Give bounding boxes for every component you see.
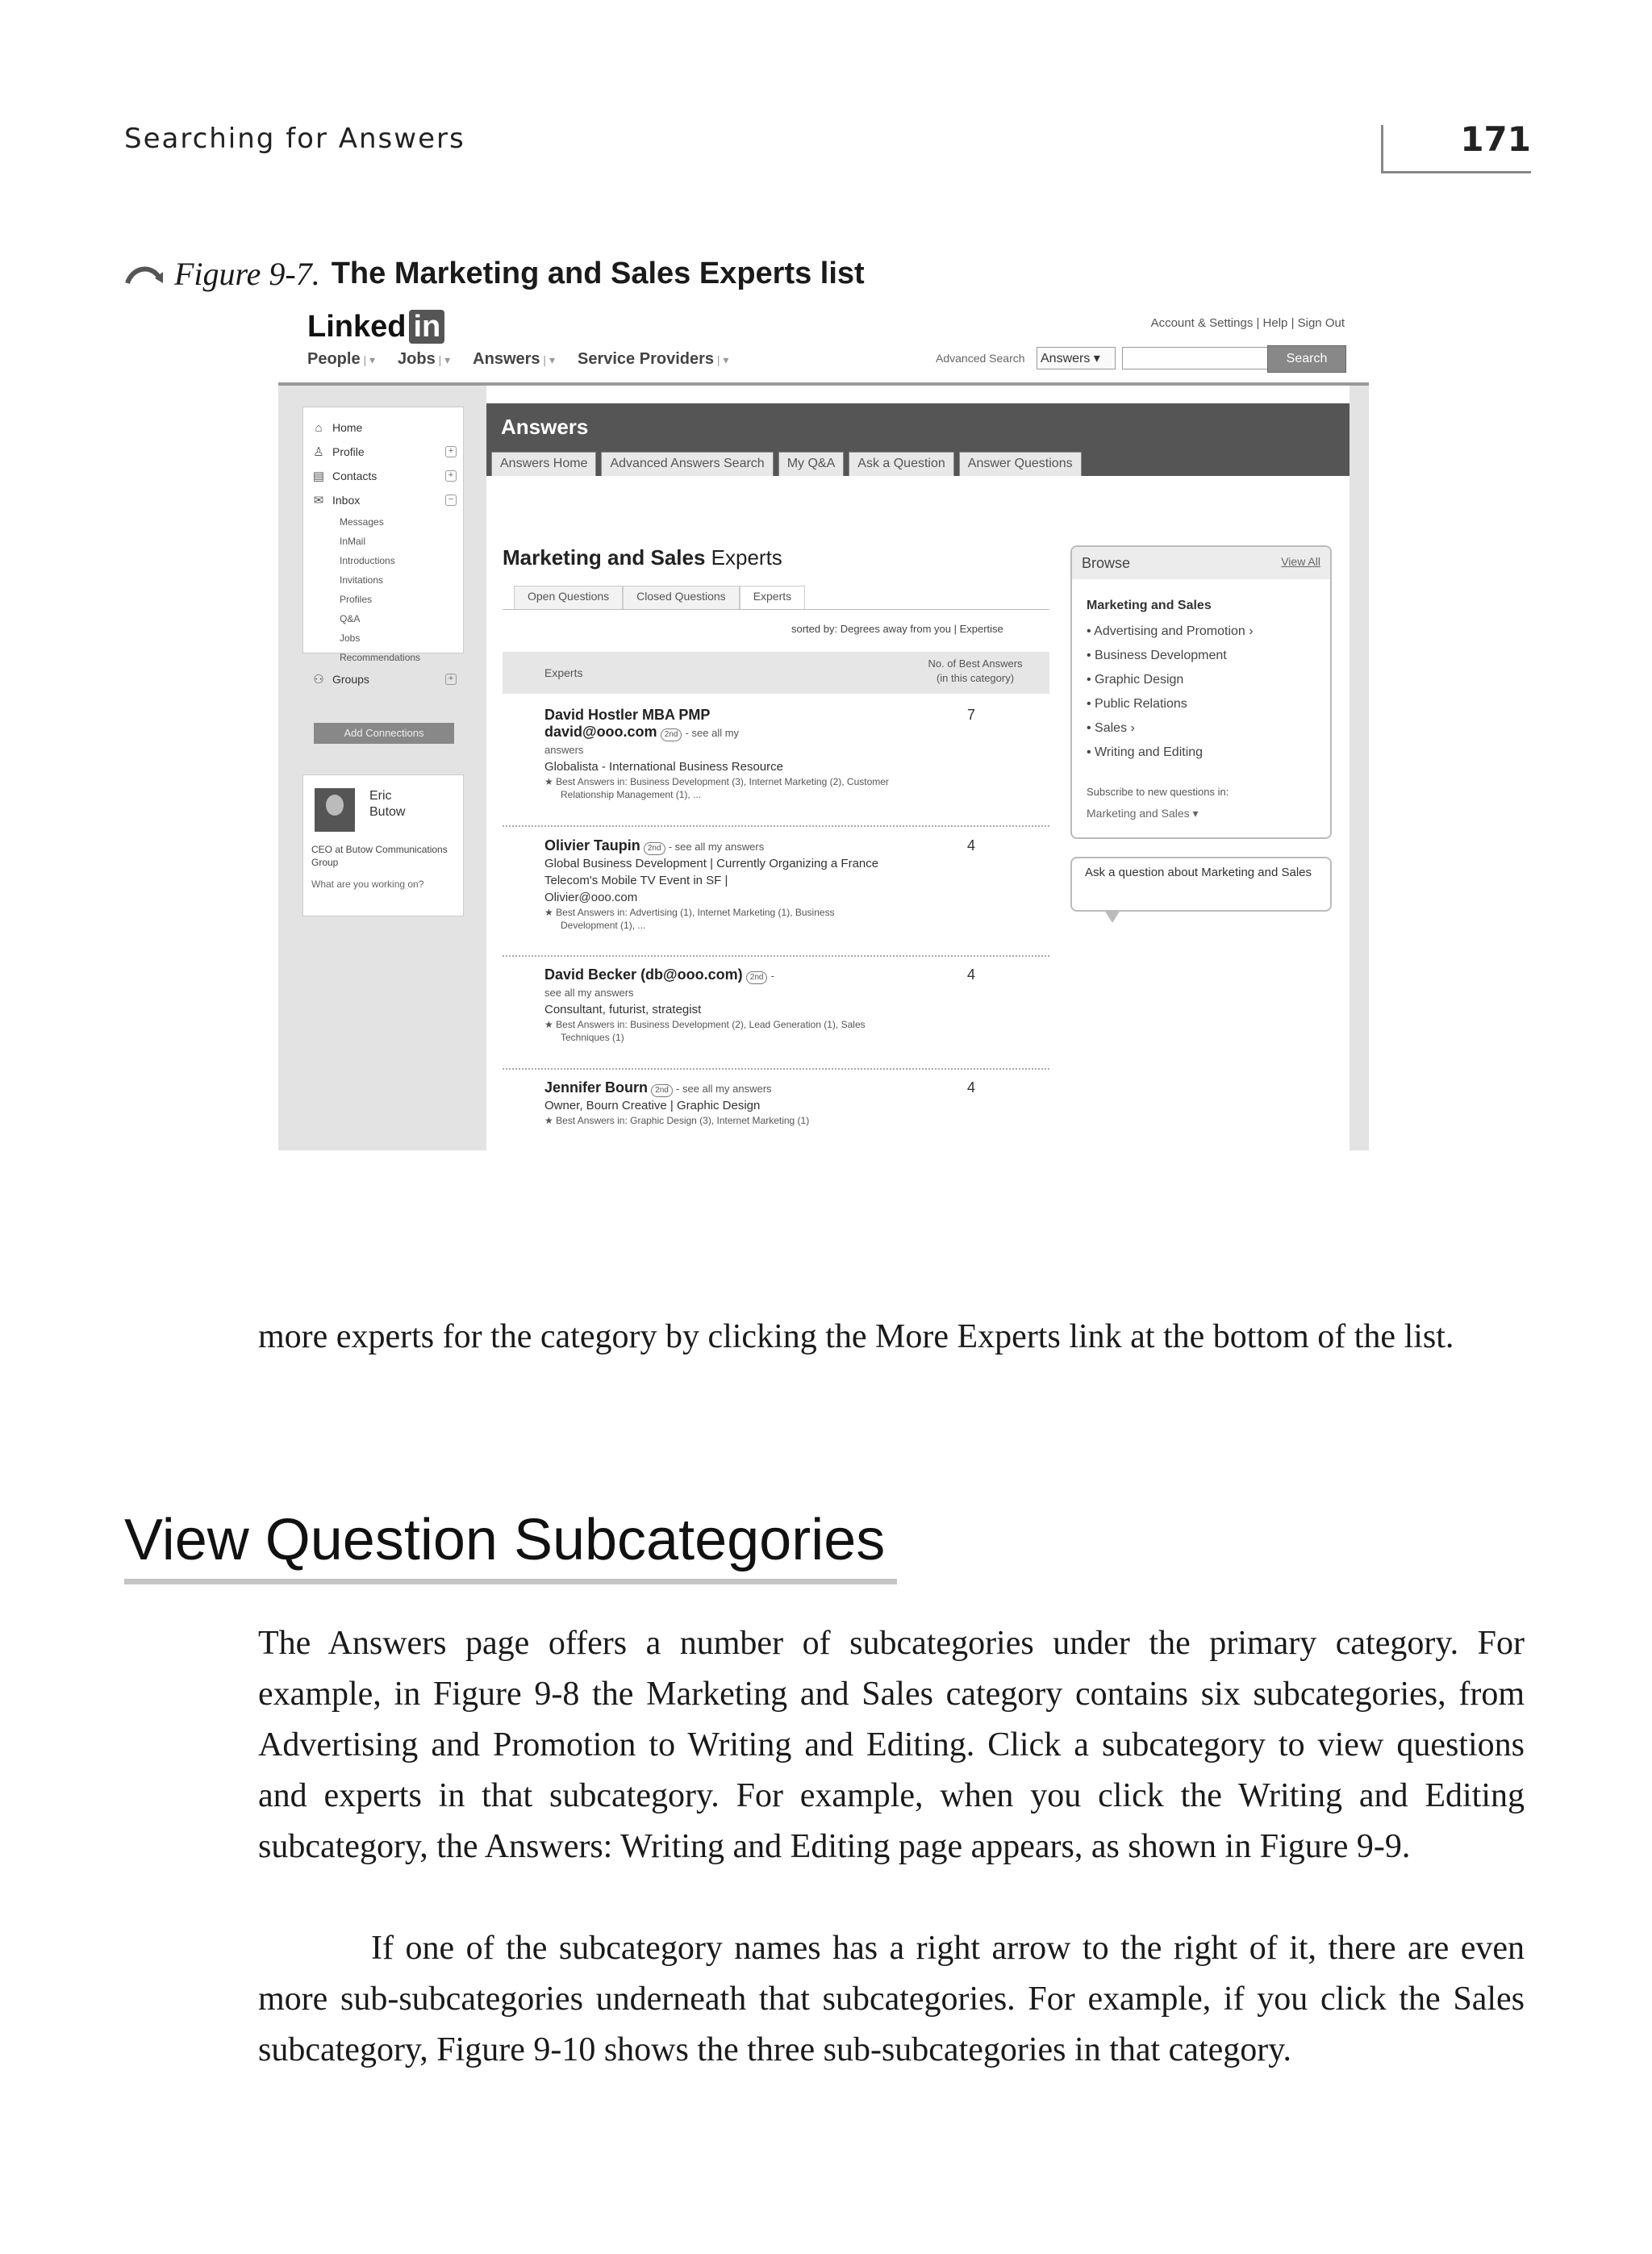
inbox-invitations[interactable]: Invitations <box>340 574 384 586</box>
answers-tabs <box>491 452 1082 476</box>
inbox-messages[interactable]: Messages <box>340 516 384 528</box>
profile-headline: CEO at Butow Communications Group <box>311 844 448 868</box>
status-prompt[interactable]: What are you working on? <box>311 879 424 890</box>
inbox-introductions[interactable]: Introductions <box>340 555 395 566</box>
best-answers: ★ Best Answers in: Business Development (3), Internet Marketing (2), Customer Relationship Management (1), ... <box>544 776 889 800</box>
body-paragraph-1: more experts for the category by clicking the More Experts link at the bottom of the list. <box>258 1318 1454 1355</box>
advanced-search-link[interactable]: Advanced Search <box>936 352 1025 365</box>
see-answers-link[interactable]: - see all my <box>685 727 740 739</box>
sort-options[interactable]: sorted by: Degrees away from you | Expertise <box>791 623 1003 635</box>
inbox-recommendations[interactable]: Recommendations <box>340 652 421 663</box>
header-rule-horizontal <box>1381 171 1531 173</box>
header-rule-vertical <box>1381 125 1383 173</box>
table-row <box>503 1079 1049 1127</box>
subcategory-business-development[interactable]: • Business Development <box>1087 649 1227 662</box>
expert-email[interactable]: Olivier@ooo.com <box>544 891 638 904</box>
tab-open-questions[interactable]: Open Questions <box>514 586 623 609</box>
tab-ask-question[interactable]: Ask a Question <box>849 452 954 476</box>
account-links[interactable]: Account & Settings | Help | Sign Out <box>1150 316 1345 330</box>
body-paragraph-3: If one of the subcategory names has a right arrow to the right of it, there are even more sub-subcategories underneath that subcategories. For example, if you click the Sales subcategory, Figure 9-10 shows the three sub-subcategories in that category. <box>258 1930 1525 2068</box>
question-subtabs <box>503 586 1049 610</box>
nav-jobs[interactable]: Jobs | ▾ <box>398 350 450 369</box>
tab-experts[interactable]: Experts <box>740 586 805 609</box>
nav-home[interactable]: ⌂ Home <box>303 415 463 440</box>
best-answer-count: 4 <box>967 837 976 854</box>
expert-email[interactable]: david@ooo.com <box>544 724 657 740</box>
subscribe-label: Subscribe to new questions in: <box>1087 786 1229 798</box>
expand-icon[interactable]: + <box>445 674 457 685</box>
subcategory-public-relations[interactable]: • Public Relations <box>1087 697 1187 711</box>
best-answers: ★ Best Answers in: Graphic Design (3), Internet Marketing (1) <box>544 1115 810 1126</box>
browse-category: Marketing and Sales <box>1087 599 1212 612</box>
expert-org: Consultant, futurist, strategist <box>544 1003 702 1016</box>
table-row: David Becker (db@ooo.com) 2nd - see all my answers Consultant, futurist, strategist ★ Best Answers in: Business Development (2), Lead Generation (1), Sales Techniques (1) 4 <box>544 966 976 1043</box>
expert-name[interactable]: David Becker (db@ooo.com) <box>544 966 743 983</box>
expert-org: Global Business Development | Currently Organizing a France Telecom's Mobile TV Event in SF | <box>544 857 879 887</box>
profile-name[interactable]: Eric Butow <box>369 789 406 819</box>
tab-closed-questions[interactable]: Closed Questions <box>623 586 740 609</box>
subcategory-advertising[interactable]: • Advertising and Promotion › <box>1087 624 1254 638</box>
figure-number: Figure 9-7. <box>174 256 320 292</box>
top-nav <box>307 350 728 369</box>
best-answer-count: 4 <box>967 1079 976 1096</box>
subcategory-writing-editing[interactable]: • Writing and Editing <box>1087 745 1204 759</box>
table-row <box>503 837 1049 932</box>
expert-org: Globalista - International Business Resource <box>544 760 783 774</box>
nav-profile[interactable]: ♙ Profile + <box>303 440 463 464</box>
section-title: Marketing and Sales Experts <box>503 545 782 570</box>
add-connections-button[interactable]: Add Connections <box>314 723 454 744</box>
nav-inbox[interactable]: ✉ Inbox − <box>303 488 463 512</box>
inbox-icon: ✉ <box>313 494 324 507</box>
page-number: 171 <box>1460 119 1531 159</box>
see-answers-link[interactable]: - see all my answers <box>676 1083 772 1095</box>
home-icon: ⌂ <box>315 420 323 435</box>
inbox-qa[interactable]: Q&A <box>340 613 361 624</box>
right-column-bg <box>1350 386 1369 1150</box>
figure-title: The Marketing and Sales Experts list <box>331 257 865 290</box>
expert-name[interactable]: Jennifer Bourn <box>544 1079 649 1096</box>
subcategory-sales[interactable]: • Sales › <box>1087 721 1135 735</box>
contacts-icon: ▤ <box>312 470 325 483</box>
browse-panel <box>1070 545 1332 839</box>
expert-name[interactable]: David Hostler MBA PMP <box>544 707 711 723</box>
curved-arrow-icon <box>124 262 166 286</box>
tab-answer-questions[interactable]: Answer Questions <box>959 452 1082 476</box>
linkedin-screenshot <box>278 302 1369 1150</box>
nav-people[interactable]: People | ▾ <box>307 350 375 369</box>
tab-answers-home[interactable]: Answers Home <box>491 452 596 476</box>
nav-contacts[interactable]: ▤ Contacts + <box>303 464 463 488</box>
tab-advanced-search[interactable]: Advanced Answers Search <box>601 452 773 476</box>
nav-answers[interactable]: Answers | ▾ <box>473 350 555 369</box>
subcategory-graphic-design[interactable]: • Graphic Design <box>1087 673 1184 687</box>
nav-groups[interactable]: ⚇ Groups + <box>303 667 463 691</box>
see-answers-link[interactable]: see all my answers <box>544 987 634 999</box>
row-divider <box>503 825 1049 827</box>
see-answers-link[interactable]: - see all my answers <box>668 841 765 853</box>
profile-box <box>302 774 464 916</box>
row-divider <box>503 1068 1049 1070</box>
person-icon: ♙ <box>313 445 324 459</box>
expert-org: Owner, Bourn Creative | Graphic Design <box>544 1099 761 1112</box>
degree-badge: 2nd <box>661 728 682 741</box>
degree-badge: 2nd <box>644 842 665 855</box>
body-paragraph-2: The Answers page offers a number of subcategories under the primary category. For example, in Figure 9-8 the Marketing and Sales category contains six subcategories, from Advertising and Promotion to Writing and Editing. Click a subcategory to view questions and experts in that subcategory. For example, when you click the Writing and Editing subcategory, the Answers: Writing and Editing page appears, as shown in Figure 9-9. <box>258 1625 1525 1865</box>
answers-header: Answers <box>486 403 1350 476</box>
ask-question-bubble[interactable]: Ask a question about Marketing and Sales <box>1070 857 1332 912</box>
left-nav <box>302 407 464 687</box>
search-button[interactable]: Search <box>1267 345 1346 373</box>
section-heading: View Question Subcategories <box>124 1508 886 1572</box>
browse-title: Browse <box>1082 555 1131 571</box>
table-row: David Hostler MBA PMP david@ooo.com 2nd - see all my answers Globalista - International Business Resource ★ Best Answers in: Business Development (3), Internet Marketing (2), Customer Relationship Management (1), ... 7 <box>544 707 976 800</box>
row-divider <box>503 955 1049 957</box>
groups-icon: ⚇ <box>313 673 324 687</box>
degree-badge: 2nd <box>651 1084 673 1097</box>
best-answers: ★ Best Answers in: Advertising (1), Internet Marketing (1), Business Development (1), ... <box>544 907 835 931</box>
avatar[interactable] <box>315 788 355 832</box>
heading-underline <box>124 1579 897 1584</box>
collapse-icon[interactable]: − <box>445 495 457 506</box>
expand-icon[interactable]: + <box>445 470 457 482</box>
linkedin-logo[interactable]: Linked in <box>307 310 444 344</box>
best-answer-count: 7 <box>967 707 976 723</box>
best-answers: ★ Best Answers in: Business Development (2), Lead Generation (1), Sales Techniques (1) <box>544 1019 866 1043</box>
inbox-profiles[interactable]: Profiles <box>340 594 373 605</box>
degree-badge: 2nd <box>746 971 768 984</box>
figure-caption <box>124 255 865 293</box>
tab-my-qa[interactable]: My Q&A <box>778 452 845 476</box>
inbox-jobs[interactable]: Jobs <box>340 632 361 644</box>
running-header: Searching for Answers <box>124 123 465 155</box>
expand-icon[interactable]: + <box>445 446 457 457</box>
search-scope-select[interactable]: Answers ▾ <box>1037 347 1116 369</box>
subscribe-feed-link[interactable]: Marketing and Sales ▾ <box>1087 807 1199 820</box>
inbox-inmail[interactable]: InMail <box>340 536 366 547</box>
expert-name[interactable]: Olivier Taupin <box>544 837 640 854</box>
nav-service-providers[interactable]: Service Providers | ▾ <box>578 350 728 369</box>
best-answer-count: 4 <box>967 966 976 983</box>
experts-table-header: Experts No. of Best Answers (in this category) <box>503 652 1049 694</box>
view-all-link[interactable]: View All <box>1281 555 1320 568</box>
